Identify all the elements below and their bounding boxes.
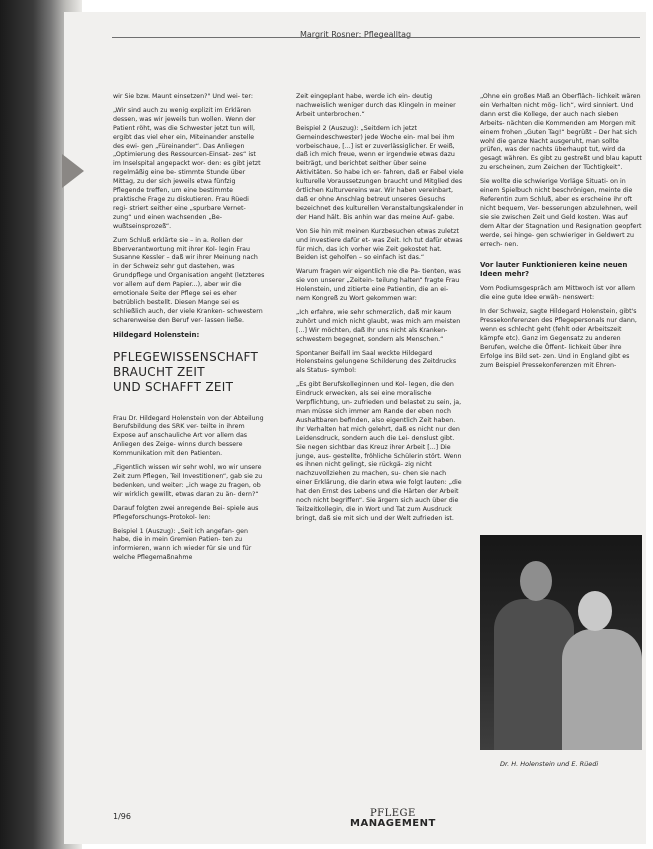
paragraph: wir Sie bzw. Maunt einsetzen?" Und wei- ter: <box>113 93 253 100</box>
headline-line: UND SCHAFFT ZEIT <box>113 379 234 394</box>
paragraph: Frau Dr. Hildegard Holenstein von der Abteilung Berufsbildung des SRK ver- teilte in ihrem Expose auf anschauliche Art vor allem das Anliegen des Zeige- winns durch bessere Kommunikation mit den Patienten. <box>113 414 264 458</box>
paragraph: Von Sie hin mit meinen Kurzbesuchen etwas zuletzt und investiere dafür et- was Zeit. Ich tut dafür etwas für mich, das ich vorher wie Zeit gekostet hat. Beiden ist geholfen – so einfach ist das.“ <box>296 227 463 262</box>
paragraph: „Wir sind auch zu wenig explizit im Erklären dessen, was wir jeweils tun wollen. Wenn der Patient röht, was die Schwester jetzt tun will, ergibt das viel eher ein, Miteinander anstelle des ewi- gen „Füreinander“. Das Anliegen „Optimierung des Ressourcen-Einsat- zes“ ist im Inselspital angepackt wor- den: es gibt jetzt regelmäßig eine be- stimmte Stunde über Mittag, zu der sich jeweils etwa fünfzig Pflegende treffen, um eine bestimmte praktische Frage zu diskutieren. Frau Rüedi regi- striert seither eine „spurbare Vernet- zung“ und einen wachsenden „Be- wußtseinsprozeß“. <box>113 106 261 230</box>
paragraph: Warum fragen wir eigentlich nie die Pa- tienten, was sie von unserer „Zeitein- teilung halten“ fragte Frau Holenstein, und zitierte eine Patientin, die an ei- nem Kongreß zu Wort gekommen war: <box>296 268 461 303</box>
paragraph: „Figentlich wissen wir sehr wohl, wo wir unsere Zeit zum Pflegen, Teil Investitionen“, gab sie zu bedenken, und weiter: „ich wage zu fragen, ob wir wirklich gewillt, etwas daran zu än- dern?“ <box>113 464 263 498</box>
magazine-logo <box>350 809 436 829</box>
logo-line-2: MANAGEMENT <box>350 818 436 829</box>
person-left-head <box>520 561 552 601</box>
headline-line: PFLEGEWISSENSCHAFT <box>113 349 259 364</box>
paragraph: In der Schweiz, sagte Hildegard Holenstein, gibt's Pressekonferenzen des Pflegepersonals nur dann, wenn es schlecht geht (fehlt oder Arbeitszeit kämpfe etc). Ganz im Gegensatz zu anderen Berufen, welche die Öffent- lichkeit über ihre Erfolge ins Bild set- zen. Und in England gibt es zum Beispiel Pressekonferenzen mit Ehren- <box>480 308 637 369</box>
paragraph: „Ich erfahre, wie sehr schmerzlich, daß mir kaum zuhört und mich nicht glaubt, was mich am meisten [...] Wir möchten, daß Ihr uns nicht als Kranken- schwestern begegnet, sondern als Menschen.“ <box>296 308 461 343</box>
paragraph: Sie wollte die schwierige Vorläge Situati- on in einem Spielbuch nicht beschrönigen, meinte die Referentin zum Schluß, aber es erscheine ihr oft nicht bequem, Ver- besserungen abzulehnen, weil sie sie zwischen Zeit und Geld kosten. Was auf dem Altar der Stagnation und Resignation geopfert werde, sei hinge- gen schwieriger in Geldwert zu errech- nen. <box>480 178 642 248</box>
paragraph: Vom Podiumsgespräch am Mittwoch ist vor allem die eine gute Idee erwäh- nenswert: <box>480 285 636 302</box>
column-2 <box>296 93 464 529</box>
article-headline <box>113 350 265 395</box>
logo-line-1: PFLEGE <box>369 808 416 819</box>
portrait-photo <box>480 535 642 750</box>
paragraph: „Es gibt Berufskolleginnen und Kol- legen, die den Eindruck erwecken, als sei eine moralische Verpflichtung, un- zufrieden und belastet zu sein, ja, man müsse sich immer am Rande der eben noch Aushaltbaren befinden, also eigentlich Zeit haben. Ihr Verhalten hat mich gelehrt, daß es nicht nur den Leidensdruck, sondern auch die Lei- denslust gibt. Sie negen sichtbar das Kreuz ihrer Arbeit [...] Die junge, aus- gestellte, fröhliche Schülerin stört. Wenn es ihnen nicht gelingt, sie rückgä- zig nicht nachzuvollziehen zu machen, su- chen sie nach einer Erklärung, die darin etwa wie folgt lauten: „die hat den Ernst des Lebens und die Härten der Arbeit noch nicht begriffen“. Sie ärgern sich auch über die Teilzeitkollegin, die in Wort und Tat zum Ausdruck bringt, daß sie mit sich und der Welt zufrieden ist. <box>296 381 462 522</box>
person-right-head <box>578 591 612 631</box>
photo-caption: Dr. H. Holenstein und E. Rüedi <box>500 760 599 768</box>
paragraph: Darauf folgten zwei anregende Bei- spiele aus Pflegeforschungs-Protokol- len: <box>113 504 259 521</box>
running-head: Margrit Rosner: Pflegealltag <box>300 30 412 39</box>
page-number: 1/96 <box>113 812 131 821</box>
paragraph: Spontaner Beifall im Saal weckte Hildegard Holensteins gelungene Schilderung des Zeitdrucks als Status- symbol: <box>296 349 457 375</box>
header-rule <box>112 37 640 38</box>
section-author: Hildegard Holenstein: <box>113 330 200 339</box>
headline-line: BRAUCHT ZEIT <box>113 364 205 379</box>
column-1 <box>113 93 265 568</box>
column-3 <box>480 93 642 376</box>
paragraph: „Ohne ein großes Maß an Oberfläch- lichkeit wären ein Verhalten nicht mög- lich“, wird sinniert. Und dann erst die Kollege, der auch nach sieben Arbeits- nächten die Kommenden am Morgen mit einem frohen „Guten Tag!“ begrüßt – Der hat sich wohl die ganze Nacht ausgeruht, man sollte prüfen, was der nachts überhaupt tut, wird da gesagt währen. Es gibt zu gestreßt und blau kaputt zu erscheinen, zum Zeichen der Tüchtigkeit“. <box>480 93 642 172</box>
paragraph: Zum Schluß erklärte sie – in a. Rollen der Bberverantwortung mit ihrer Kol- legin Frau Susanne Kessler – daß wir ihrer Meinung nach in der Schweiz sehr gut dastehen, was Grundpflege und Organisation angeht (letzteres vor allem auf dem Papier...), aber wir die emotionale Seite der Pflege sei es eher betrüblich bestellt. Diesen Mange sei es schließlich auch, der viele Kranken- schwestern scharenweise den Beruf ver- lassen ließe. <box>113 236 265 324</box>
subheading: Vor lauter Funktionieren keine neuen Ideen mehr? <box>480 261 628 279</box>
paragraph: Beispiel 2 (Auszug): „Seitdem ich jetzt Gemeindeschwester) jede Woche ein- mal bei ihm vorbeischaue, [...] ist er zuverlässiglicher. Er weiß, daß ich mich freue, wenn er irgendwie etwas dazu beiträgt, und berichtet seither über seine Aktivitäten. So habe ich er- fahren, daß er Fabel viele kulturelle Voraussetzungen braucht und Mitglied des örtlichen Kulturvereins war. Wir haben vereinbart, daß er ohne Anschlag betreut unseres Gesuchs bezeichnet des kulturellen Veranstaltungskalender in der Hand hält. Bis anhin war das meine Auf- gabe. <box>296 124 464 221</box>
paragraph: Beispiel 1 (Auszug): „Seit ich angefan- gen habe, die in mein Gremien Patien- ten zu informieren, wann ich wieder für sie und für welche Pflegemaßnahme <box>113 527 252 562</box>
paragraph: Zeit eingeplant habe, werde ich ein- deutig nachweislich weniger durch das Klingeln in meiner Arbeit unterbrochen.“ <box>296 93 456 118</box>
person-right-figure <box>562 629 642 750</box>
